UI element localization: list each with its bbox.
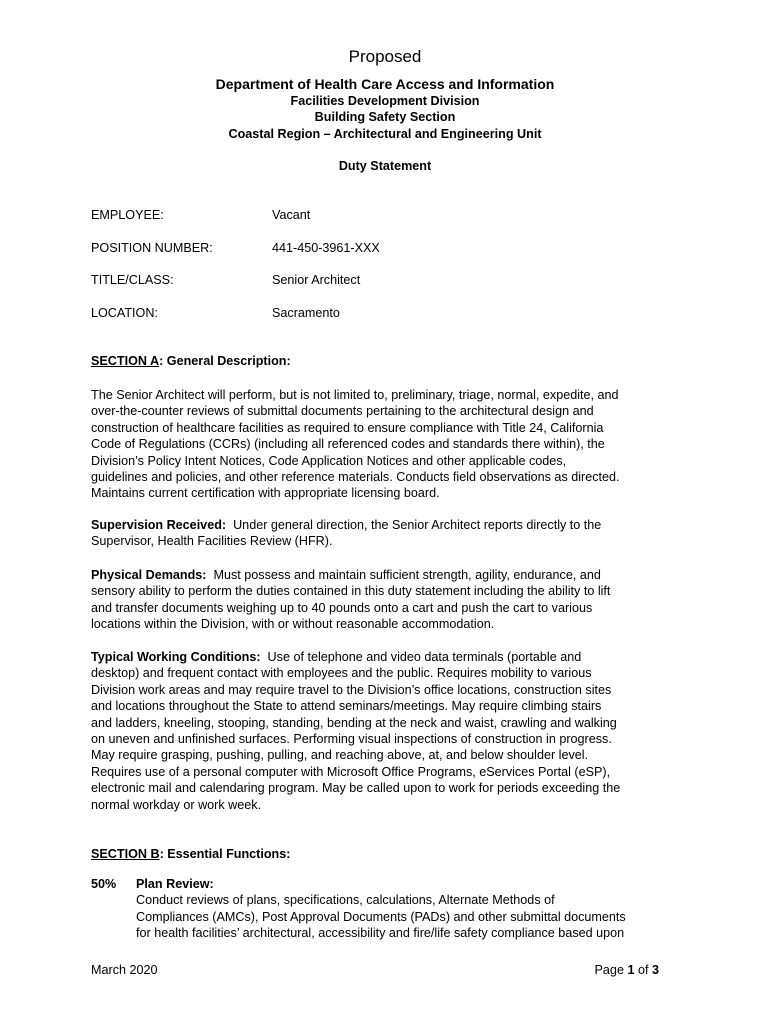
working-line: desktop) and frequent contact with employees and the public. Requires mobility to various [91,666,592,681]
unit-title: Coastal Region – Architectural and Engineering Unit [228,127,542,141]
general-line: guidelines and policies, and other reference materials. Conducts field observations as directed. [91,470,620,485]
general-line: Division’s Policy Intent Notices, Code Application Notices and other applicable codes, [91,453,567,468]
general-line: Maintains current certification with appropriate licensing board. [91,486,440,501]
physical-demands-paragraph [91,567,691,633]
proposed-label: Proposed [348,47,422,66]
working-line: Requires use of a personal computer with Microsoft Office Programs, eServices Portal (eSP), [91,764,611,779]
location-value: Sacramento [272,306,340,320]
department-title: Department of Health Care Access and Information [215,76,555,92]
section-b-heading-rest: : Essential Functions: [159,847,291,861]
working-line: and ladders, kneeling, stooping, standing, bending at the neck and waist, crawling and walking [91,715,617,730]
function-percent: 50% [91,877,117,891]
location-label: LOCATION: [91,306,158,320]
doc-title: Duty Statement [338,159,432,173]
supervision-label: Supervision Received: [91,518,227,532]
page-total: 3 [651,963,659,977]
footer-page-number [595,962,659,978]
position-number-value: 441-450-3961-XXX [272,241,380,255]
working-line: electronic mail and calendaring program. May be called upon to work for periods exceeding the [91,781,621,796]
employee-label: EMPLOYEE: [91,208,164,222]
page-current: 1 [627,963,635,977]
section-b-heading [91,846,691,862]
footer-date: March 2020 [91,963,158,977]
function-block [136,876,696,942]
title-class-value: Senior Architect [272,273,361,287]
working-line: and locations throughout the State to attend seminars/meetings. May require climbing stairs [91,699,602,714]
supervision-text: Under general direction, the Senior Architect reports directly to the [226,518,602,532]
working-line: Division work areas and may require travel to the Division’s office locations, construction sites [91,682,612,697]
page-of: of [634,963,652,977]
physical-line: locations within the Division, with or without reasonable accommodation. [91,617,495,632]
title-class-label: TITLE/CLASS: [91,273,174,287]
supervision-paragraph [91,517,691,550]
working-line: May require grasping, pushing, pulling, and reaching above, at, and below shoulder level. [91,748,589,763]
function-line: Compliances (AMCs), Post Approval Documents (PADs) and other submittal documents [136,909,626,924]
page-prefix: Page [594,963,628,977]
physical-line: sensory ability to perform the duties contained in this duty statement including the ability to lift [91,584,611,599]
function-line: for health facilities’ architectural, accessibility and fire/life safety compliance based upon [136,926,625,941]
division-title: Facilities Development Division [290,94,480,108]
section-a-heading [91,353,691,369]
general-description [91,387,691,502]
physical-demands-text: Must possess and maintain sufficient strength, agility, endurance, and [206,568,601,582]
working-conditions-label: Typical Working Conditions: [91,650,261,664]
working-line: normal workday or work week. [91,797,262,812]
employee-value: Vacant [272,208,311,222]
physical-line: and transfer documents weighing up to 40 pounds onto a cart and push the cart to various [91,600,593,615]
function-line: Conduct reviews of plans, specifications, calculations, Alternate Methods of [136,893,555,908]
section-a-heading-rest: : General Description: [159,354,291,368]
general-line: Code of Regulations (CCRs) (including all referenced codes and standards there within), the [91,437,605,452]
general-line: The Senior Architect will perform, but is not limited to, preliminary, triage, normal, expedite, and [91,388,619,402]
supervision-line: Supervisor, Health Facilities Review (HFR). [91,534,333,549]
physical-demands-label: Physical Demands: [91,568,207,582]
section-title: Building Safety Section [314,110,456,124]
section-b-label: SECTION B [91,847,160,861]
general-line: over-the-counter reviews of submittal documents pertaining to the architectural design and [91,404,594,419]
section-a-label: SECTION A [91,354,160,368]
working-line: on uneven and unfinished surfaces. Performing visual inspections of construction in progress. [91,732,612,747]
function-title: Plan Review: [136,877,214,891]
working-conditions-paragraph [91,649,691,813]
general-line: construction of healthcare facilities as required to ensure compliance with Title 24, California [91,420,604,435]
working-conditions-text: Use of telephone and video data terminals (portable and [260,650,582,664]
position-number-label: POSITION NUMBER: [91,241,213,255]
